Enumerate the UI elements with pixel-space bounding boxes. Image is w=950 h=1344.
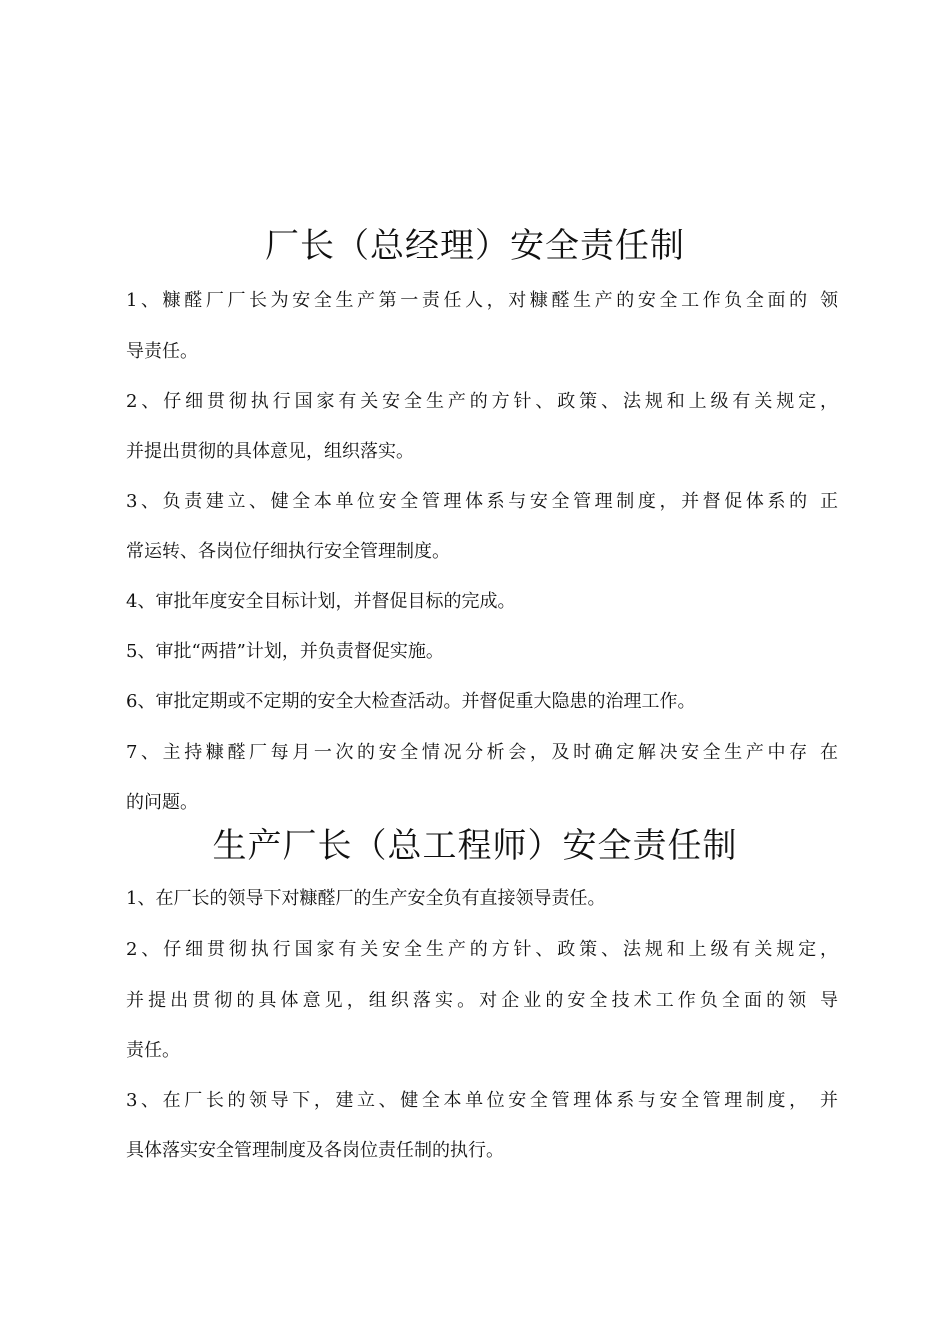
section1-line: 6、审批定期或不定期的安全大检查活动。并督促重大隐患的治理工作。 — [126, 691, 696, 712]
section1-line: 5、审批“两措”计划，并负责督促实施。 — [126, 641, 444, 662]
section1-line: 1、糠醛厂厂长为安全生产第一责任人，对糠醛生产的安全工作负全面的 领 — [126, 290, 838, 311]
section1-line: 并提出贯彻的具体意见，组织落实。 — [126, 441, 414, 462]
section2-line: 责任。 — [126, 1040, 180, 1061]
section1-line: 7、主持糠醛厂每月一次的安全情况分析会，及时确定解决安全生产中存 在 — [126, 742, 838, 763]
section2-line: 并提出贯彻的具体意见，组织落实。对企业的安全技术工作负全面的领 导 — [126, 990, 838, 1011]
section2-line: 1、在厂长的领导下对糠醛厂的生产安全负有直接领导责任。 — [126, 888, 606, 909]
section1-title: 厂长（总经理）安全责任制 — [265, 226, 685, 266]
section2-line: 3、在厂长的领导下，建立、健全本单位安全管理体系与安全管理制度， 并 — [126, 1090, 838, 1111]
section1-line: 2、仔细贯彻执行国家有关安全生产的方针、政策、法规和上级有关规定， — [126, 391, 838, 412]
section2-line: 2、仔细贯彻执行国家有关安全生产的方针、政策、法规和上级有关规定， — [126, 939, 838, 960]
section2-line: 具体落实安全管理制度及各岗位责任制的执行。 — [126, 1140, 504, 1161]
section1-line: 导责任。 — [126, 341, 198, 362]
section1-line: 常运转、各岗位仔细执行安全管理制度。 — [126, 541, 450, 562]
section2-title: 生产厂长（总工程师）安全责任制 — [212, 826, 738, 866]
section1-line: 3、负责建立、健全本单位安全管理体系与安全管理制度，并督促体系的 正 — [126, 491, 838, 512]
section1-line: 的问题。 — [126, 792, 198, 813]
section1-line: 4、审批年度安全目标计划，并督促目标的完成。 — [126, 591, 516, 612]
